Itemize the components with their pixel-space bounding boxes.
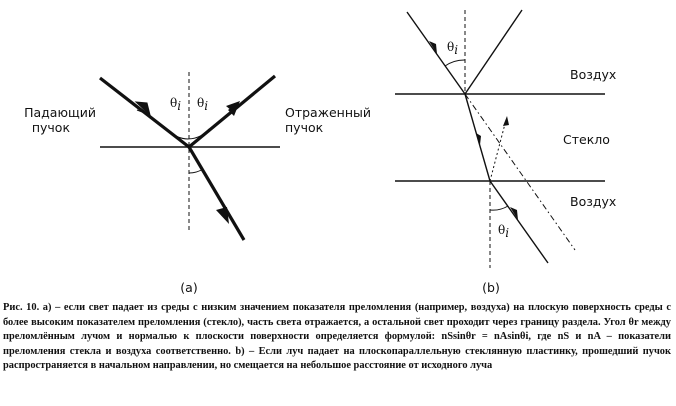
reflected-ray-b bbox=[465, 10, 522, 94]
angle-label-right-a: θi bbox=[197, 96, 209, 113]
diagram-b bbox=[395, 10, 616, 295]
refracted-beam bbox=[189, 147, 244, 240]
incident-label-line2: пучок bbox=[31, 120, 70, 135]
incident-label: Падающий bbox=[24, 105, 96, 120]
reflected-label: Отраженный bbox=[285, 105, 372, 120]
internal-reflection-arrowhead bbox=[503, 116, 509, 126]
angle-label-left-a: θi bbox=[170, 96, 182, 113]
angle-arc-bottom-b bbox=[490, 206, 508, 210]
figure-caption bbox=[3, 301, 671, 374]
angle-label-bottom-b: θi bbox=[498, 223, 510, 240]
angle-arc-top-b bbox=[445, 60, 465, 66]
exit-ray-b bbox=[490, 181, 548, 263]
refracted-arrowhead bbox=[216, 207, 229, 224]
internal-reflection-line bbox=[490, 120, 506, 181]
air-top-label: Воздух bbox=[570, 67, 617, 82]
reflected-label-line2: пучок bbox=[285, 120, 324, 135]
caption-text: Рис. 10. а) – если свет падает из среды с низким значением показателя преломления (например, воздуха) на плоскую поверхность среды с более высоким показателем преломления (стекло), часть света отражается, а остальной свет проходит через границу раздела. Угол θr между преломлённым лучом и нормалью к плоскости поверхности определяется формулой: nSsinθr = nAsinθi, где nS и nA – показатели преломления стекла и воздуха соответственно. b) – Если луч падает на плоскопараллельную стеклянную пластинку, прошедший пучок распространяется в начальном направлении, но смещается на небольшое расстояние от исходного луча bbox=[3, 302, 671, 371]
diagram-a bbox=[24, 72, 371, 295]
angle-label-top-b: θi bbox=[447, 40, 459, 57]
original-direction-line bbox=[465, 94, 575, 250]
glass-label: Стекло bbox=[563, 132, 610, 147]
air-bottom-label: Воздух bbox=[570, 194, 617, 209]
panel-label-b: (b) bbox=[482, 280, 500, 295]
panel-label-a: (a) bbox=[180, 280, 198, 295]
